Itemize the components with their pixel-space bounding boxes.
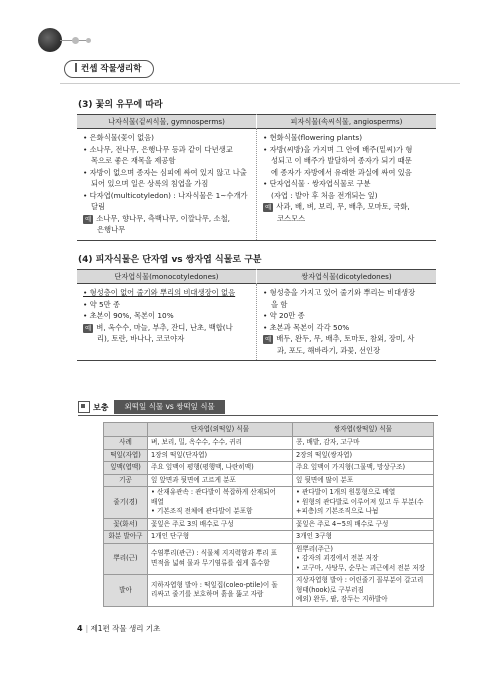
dicot-cell: 잎 뒷면에 많이 분포 [293, 474, 434, 487]
dicot-header: 쌍자엽식물(dicotyledones) [256, 269, 436, 284]
dicot-cell: 주요 잎맥이 가지형(그물맥, 망상구조) [293, 462, 434, 475]
row-label: 꽃(화서) [104, 518, 148, 531]
comparison-table [103, 422, 434, 607]
table-row [104, 462, 434, 475]
section-3-title: (3) 꽃의 유무에 따라 [78, 100, 163, 110]
text-line: • 초본과 목본이 각각 50% [263, 322, 350, 332]
text-line: • 형성층이 없어 줄기와 뿌리의 비대생장이 없음 [83, 288, 236, 297]
text-line: • 약 20만 종 [263, 311, 305, 320]
header-divider [60, 83, 460, 84]
example-line [83, 213, 252, 225]
angiosperm-header: 피자식물(속씨식물, angiosperms) [256, 114, 436, 129]
text-line: • 은화식물(꽃이 없음) [83, 133, 155, 142]
monocot-cell: 벼, 보리, 밀, 옥수수, 수수, 귀리 [148, 437, 293, 450]
example-badge: 예 [85, 214, 92, 223]
logo-icon [38, 28, 62, 52]
example-line: 리), 토란, 바나나, 코코야자 [97, 334, 185, 343]
dicot-cell: 3개인 3구형 [293, 531, 434, 544]
example-line: 은행나무 [97, 225, 126, 234]
table-row [104, 437, 434, 450]
dicot-cell: 꽃잎은 주로 4~5의 배수로 구성 [293, 518, 434, 531]
text-line: 되어 있으며 일은 상록의 침엽을 가짐 [91, 179, 209, 188]
gymnosperm-column [77, 129, 256, 240]
text-line: • 약 5만 종 [83, 299, 121, 309]
chapter-bar-icon [75, 63, 77, 72]
monocot-header: 단자엽식물(monocotyledones) [77, 269, 256, 284]
example-text: 배두, 완두, 무, 배추, 토마토, 참외, 장미, 사 [276, 334, 415, 343]
row-label: 줄기(경) [104, 487, 148, 519]
example-badge: 예 [85, 323, 92, 332]
monocot-cell: 잎 앞면과 뒷면에 고르게 분포 [148, 474, 293, 487]
dicot-cell: 2장의 떡잎(쌍자엽) [293, 449, 434, 462]
text-line: 성되고 이 배주가 발달하여 종자가 되기 때문 [271, 156, 412, 165]
comparison-body [104, 437, 434, 607]
example-line: 과, 포도, 해바라기, 과꽃, 선인장 [277, 345, 381, 355]
example-line [263, 201, 432, 213]
supplement-divider [78, 415, 438, 416]
table-row [104, 474, 434, 487]
chapter-title: 컨셉 작물생리학 [81, 64, 142, 74]
example-line: 코스모스 [277, 213, 306, 223]
monocot-cell: 지하자엽형 발아 : 떡잎집(coleo-ptile)이 돌 리싸고 줄기를 보호하며 흙을 뚫고 자람 [148, 575, 293, 607]
monocot-cell: 꽃잎은 주로 3의 배수로 구성 [148, 518, 293, 531]
row-label: 사례 [104, 437, 148, 450]
table-row [104, 487, 434, 519]
dicot-cell: 지상자엽형 발아 : 어린줄기 꼴부분이 갈고리 형태(hook)로 구부러짐 예외) 완두, 팥, 잠두는 지하발아 [293, 575, 434, 607]
text-line: • 형성층을 가지고 있어 줄기와 뿌리는 비대생장 [263, 288, 416, 297]
section-4-title: (4) 피자식물은 단자엽 vs 쌍자엽 식물로 구분 [78, 255, 262, 265]
example-badge: 예 [265, 203, 272, 211]
mono-di-table [77, 269, 436, 361]
text-line: • 자방이 없으며 종자는 심피에 싸여 있지 않고 나출 [83, 167, 247, 177]
footer-text: 제1편 작물 생리 기초 [90, 624, 161, 633]
corner-cell [104, 423, 148, 437]
dicot-cell: 콩, 배밭, 감자, 고구마 [293, 437, 434, 450]
row-label: 화분 발아구 [104, 531, 148, 544]
dicot-cell: • 관다발이 1개의 원통형으로 배열 • 원형의 관다발로 이루어져 있고 두 부분(수 +피층)의 기본조직으로 나뉨 [293, 487, 434, 519]
example-badge: 예 [265, 335, 272, 343]
text-line: • 다자엽(multicotyledon) : 나자식물은 1~수개가 [83, 190, 248, 200]
monocot-column [77, 284, 256, 360]
example-text: 벼, 옥수수, 마늘, 부추, 잔디, 난초, 백합(나 [96, 322, 233, 332]
monocot-column-header: 단자엽(외떡잎) 식물 [148, 423, 293, 437]
row-label: 잎맥(엽맥) [104, 462, 148, 475]
logo-dot-icon [86, 38, 91, 43]
example-text: 소나무, 향나무, 측백나무, 이깔나무, 소철, [96, 213, 230, 223]
table-row [104, 543, 434, 575]
table-row [104, 518, 434, 531]
table-row [104, 449, 434, 462]
example-line [263, 333, 432, 345]
chapter-header [64, 60, 154, 78]
monocot-cell: 수염뿌리(관근) : 식물체 지지력함과 뿌리 표 면적을 넓혀 물과 무기염류를 쉽게 흡수함 [148, 543, 293, 575]
text-line: 에 종자가 자방에서 유래한 과실에 싸여 있음 [271, 167, 412, 177]
supplement-tag: 보충 [93, 402, 109, 412]
monocot-cell: 1장의 떡잎(단자엽) [148, 449, 293, 462]
text-line: • 소나무, 전나무, 은행나무 등과 같이 다년생교 [83, 144, 233, 154]
supplement-icon [78, 401, 90, 413]
text-line: • 초본이 90%, 목본이 10% [83, 311, 174, 320]
table-row [104, 531, 434, 544]
example-line [83, 322, 252, 334]
dicot-cell: 원뿌리(주근) • 감자의 괴경에서 전분 저장 • 고구마, 사탕무, 순무는 괴근에서 전분 저장 [293, 543, 434, 575]
row-label: 기공 [104, 474, 148, 487]
angiosperm-column [256, 129, 436, 240]
page-number: 4 [77, 624, 83, 633]
example-text: 사과, 배, 벼, 보리, 무, 배추, 모마토, 국화, [276, 202, 410, 211]
supplement-title: 외떡잎 식물 vs 쌍떡잎 식물 [114, 400, 224, 414]
text-line: 목으로 좋은 재목을 제공함 [91, 156, 176, 165]
text-line: (자엽 : 발아 후 처음 전개되는 잎) [271, 190, 378, 200]
supplement-label [78, 400, 225, 414]
gymno-angio-table [77, 114, 436, 241]
row-label: 떡잎(자엽) [104, 449, 148, 462]
text-line: • 자방(씨방)을 가지며 그 안에 배주(밑씨)가 형 [263, 144, 413, 154]
row-label: 뿌리(근) [104, 543, 148, 575]
table-header-row [104, 423, 434, 437]
page-footer: 4 | 제1편 작물 생리 기초 [77, 624, 161, 633]
table-row [104, 575, 434, 607]
monocot-cell: 주요 잎맥이 평행(평행맥, 나란히맥) [148, 462, 293, 475]
dicot-column [256, 284, 436, 360]
monocot-cell: 1개인 단구형 [148, 531, 293, 544]
text-line: 을 함 [271, 299, 288, 309]
dicot-column-header: 쌍자엽(쌍떡잎) 식물 [293, 423, 434, 437]
text-line: • 단자엽식물 · 쌍자엽식물로 구분 [263, 179, 371, 188]
text-line: 달림 [91, 202, 106, 211]
logo-dot-icon [72, 37, 79, 44]
row-label: 발아 [104, 575, 148, 607]
gymnosperm-header: 나자식물(겉씨식물, gymnosperms) [77, 114, 256, 129]
text-line: • 현화식물(flowering plants) [263, 133, 363, 142]
monocot-cell: • 산재유관속 : 관다발이 복잡하게 산재되어 배열 • 기본조직 전체에 관다발이 분포함 [148, 487, 293, 519]
